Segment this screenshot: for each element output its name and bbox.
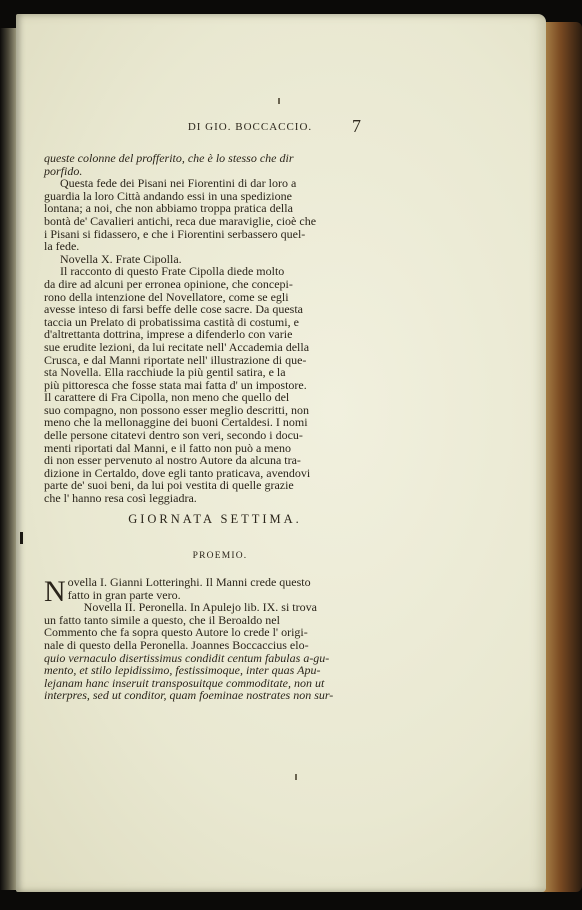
text-line: fatto in gran parte vero. bbox=[67, 587, 181, 602]
text-line: di non esser pervenuto al nostro Autore da alcuna tra- bbox=[44, 453, 301, 468]
text-line: quio vernaculo disertissimus condidit centum fabulas a-gu- bbox=[44, 650, 330, 665]
text-line: delle persone citatevi dentro son veri, secondo i docu- bbox=[44, 428, 303, 443]
text-line: la fede. bbox=[44, 239, 80, 254]
text-line: sta Novella. Ella racchiude la più gentil satira, e la bbox=[44, 365, 286, 380]
text-line: i Pisani si fidassero, e che i Fiorentini serbassero quel- bbox=[44, 226, 306, 241]
text-line: parte de' suoi beni, da lui poi vestita di quelle grazie bbox=[44, 478, 294, 493]
novella-heading: Novella X. Frate Cipolla. bbox=[60, 251, 182, 266]
running-head: DI GIO. BOCCACCIO. bbox=[187, 121, 313, 133]
text-line: mento, et stilo lepidissimo, festissimoque, inter quas Apu- bbox=[44, 663, 321, 678]
text-line: porfido. bbox=[44, 163, 83, 178]
lower-text-block bbox=[44, 576, 370, 702]
text-line: ovella I. Gianni Lotteringhi. Il Manni crede questo bbox=[67, 575, 311, 589]
upper-text-block bbox=[44, 152, 370, 505]
text-line: un fatto tanto simile a questo, che il Beroaldo nel bbox=[44, 612, 280, 627]
text-line: Crusca, e dal Manni riportate nell' illustrazione di que- bbox=[44, 352, 307, 367]
text-line: bontà de' Cavalieri antichi, reca due maraviglie, cioè che bbox=[44, 213, 317, 228]
paper-fleck bbox=[278, 98, 280, 104]
text-line: taccia un Prelato di probatissima castità di costumi, e bbox=[44, 314, 299, 329]
text-line: lejanam hanc inseruit transposuitque commoditate, non ut bbox=[44, 675, 325, 690]
proemio-heading: PROEMIO. bbox=[192, 551, 248, 561]
text-line: d'altrettanta dottrina, imprese a difenderlo con varie bbox=[44, 327, 293, 342]
paper-fleck bbox=[295, 774, 297, 780]
text-line: suo compagno, non possono esser meglio descritti, non bbox=[44, 402, 309, 417]
text-line: più pittoresca che fosse stata mai fatta d' un impostore. bbox=[44, 377, 307, 392]
text-line: Commento che fa sopra questo Autore lo crede l' origi- bbox=[44, 625, 308, 640]
text-line: sue erudite lezioni, da lui recitate nell' Accademia della bbox=[44, 339, 310, 354]
text-line: meno che la mellonaggine dei buoni Certaldesi. I nomi bbox=[44, 415, 308, 430]
section-title: GIORNATA SETTIMA. bbox=[128, 512, 302, 526]
text-line: da dire ad alcuni per erronea opinione, che concepi- bbox=[44, 276, 293, 291]
text-line: che l' hanno resa così leggiadra. bbox=[44, 491, 197, 506]
text-line: menti riportati dal Manni, e il fatto non può a meno bbox=[44, 440, 291, 455]
text-line: Il racconto di questo Frate Cipolla diede molto bbox=[60, 264, 285, 279]
text-line: queste colonne del profferito, che è lo stesso che dir bbox=[44, 151, 294, 165]
text-line: rono della intenzione del Novellatore, come se egli bbox=[44, 289, 289, 304]
text-line: guardia la loro Città andando essi in una spedizione bbox=[44, 188, 292, 203]
text-line: Questa fede dei Pisani nei Fiorentini di dar loro a bbox=[60, 176, 297, 191]
ink-spot bbox=[20, 532, 23, 544]
text-line: interpres, sed ut conditor, quam foeminae nostrates non sur- bbox=[44, 688, 334, 703]
text-line: nale di questo della Peronella. Joannes Boccaccius elo- bbox=[44, 637, 309, 652]
text-line: Il carattere di Fra Cipolla, non meno che quello del bbox=[44, 390, 290, 405]
text-line: avesse inteso di farsi beffe delle cose sacre. Da questa bbox=[44, 302, 304, 317]
text-line: Novella II. Peronella. In Apulejo lib. IX. si trova bbox=[83, 600, 317, 615]
drop-cap: N bbox=[44, 575, 66, 608]
text-line: dizione in Certaldo, dove egli tanto praticava, avendovi bbox=[44, 465, 311, 480]
text-line: lontana; a noi, che non abbiamo troppa pratica della bbox=[44, 201, 293, 216]
page-number: 7 bbox=[352, 116, 361, 136]
